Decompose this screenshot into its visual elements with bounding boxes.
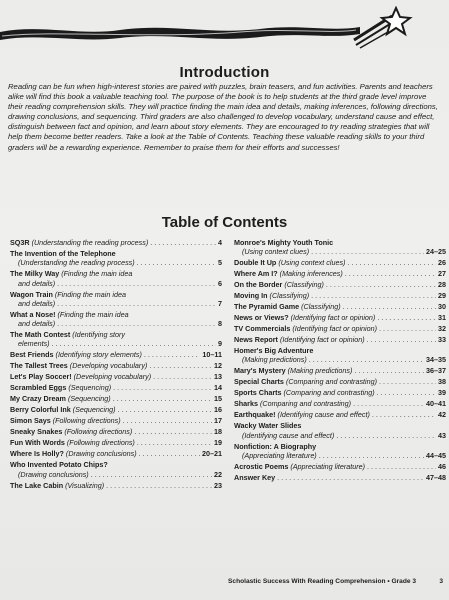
toc-entry <box>234 366 446 375</box>
toc-entry-page: 32 <box>438 324 446 334</box>
toc-entry <box>10 449 222 458</box>
toc-entry-page: 22 <box>214 469 222 479</box>
toc-entry-title: Sharks <box>234 399 258 409</box>
toc-entry-title: Sneaky Snakes <box>10 427 63 437</box>
toc-entry-skill: (Sequencing) <box>72 405 116 415</box>
leader-dots <box>137 258 216 267</box>
toc-entry-page: 34–35 <box>426 355 446 365</box>
toc-entry-page: 19 <box>214 438 222 448</box>
shooting-star-icon <box>354 8 410 48</box>
leader-dots <box>123 416 212 425</box>
toc-entry <box>234 335 446 344</box>
leader-dots <box>106 481 212 490</box>
toc-entry-skill: (Making predictions) <box>242 355 307 365</box>
toc-entry-title: TV Commercials <box>234 324 291 334</box>
toc-entry-skill: elements) <box>18 339 50 349</box>
toc-entry <box>10 238 222 247</box>
toc-entry-title: News or Views? <box>234 313 289 323</box>
toc-entry <box>234 238 446 257</box>
toc-entry <box>234 346 446 365</box>
leader-dots <box>277 473 424 482</box>
toc-entry-skill: (Identifying fact or opinion) <box>292 324 378 334</box>
leader-dots <box>153 372 212 381</box>
toc-entry-page: 47–48 <box>426 472 446 482</box>
toc-entry-page: 40–41 <box>426 399 446 409</box>
toc-entry <box>234 421 446 440</box>
toc-entry-page: 7 <box>218 298 222 308</box>
toc-entry-skill: (Sequencing) <box>67 394 111 404</box>
toc-entry-skill: (Classifying) <box>301 302 341 312</box>
toc-entry-page: 15 <box>214 394 222 404</box>
toc-entry-title: News Report <box>234 335 278 345</box>
toc-entry <box>234 462 446 471</box>
toc-entry-skill: (Visualizing) <box>65 480 105 490</box>
leader-dots <box>326 280 436 289</box>
toc-entry-skill: and details) <box>18 319 56 329</box>
toc-entry <box>234 442 446 461</box>
toc-entry-page: 27 <box>438 269 446 279</box>
toc-entry-skill: (Classifying) <box>284 280 324 290</box>
toc-entry-page: 44–45 <box>426 450 446 460</box>
toc-entry-title: SQ3R <box>10 238 30 247</box>
toc-entry-title: My Crazy Dream <box>10 394 66 404</box>
leader-dots <box>113 394 212 403</box>
toc-entry-skill: (Identifying cause and effect) <box>242 430 335 440</box>
leader-dots <box>137 438 212 447</box>
toc-entry-page: 4 <box>218 238 222 247</box>
toc-entry-page: 24–25 <box>426 247 446 257</box>
leader-dots <box>345 269 436 278</box>
toc-entry <box>10 416 222 425</box>
introduction-heading: Introduction <box>179 64 270 81</box>
toc-entry <box>234 313 446 322</box>
leader-dots <box>336 431 436 440</box>
toc-entry-skill: (Comparing and contrasting) <box>285 377 378 387</box>
toc-entry-page: 38 <box>438 377 446 387</box>
leader-dots <box>367 335 436 344</box>
leader-dots <box>52 339 216 348</box>
toc-entry-skill: (Developing vocabulary) <box>69 361 148 371</box>
leader-dots <box>372 410 436 419</box>
toc-entry <box>234 473 446 482</box>
leader-dots <box>367 462 436 471</box>
toc-entry-title: Berry Colorful Ink <box>10 405 71 415</box>
toc-entry-title: Special Charts <box>234 377 284 387</box>
toc-entry-skill: (Sequencing) <box>68 383 112 393</box>
header-banner <box>0 6 449 58</box>
page-footer <box>228 578 443 585</box>
leader-dots <box>353 399 424 408</box>
toc-entry-title: Who Invented Potato Chips? <box>10 460 108 470</box>
toc-entry-title: Where Is Holly? <box>10 449 64 459</box>
toc-entry-title: Sports Charts <box>234 388 282 398</box>
toc-entry-title: Wacky Water Slides <box>234 421 302 431</box>
toc-entry-page: 13 <box>214 372 222 382</box>
toc-entry-page: 9 <box>218 339 222 349</box>
toc-entry-page: 14 <box>214 383 222 393</box>
toc-entry-skill: (Developing vocabulary) <box>73 372 152 382</box>
toc-entry <box>10 481 222 490</box>
leader-dots <box>379 377 436 386</box>
toc-entry-title: Wagon Train <box>10 289 53 299</box>
toc-entry-skill: (Following directions) <box>52 416 121 426</box>
toc-entry-skill: (Making predictions) <box>287 366 353 376</box>
leader-dots <box>311 291 436 300</box>
toc-entry <box>10 372 222 381</box>
toc-entry-title: Best Friends <box>10 350 54 360</box>
toc-entry <box>234 291 446 300</box>
toc-entry-title: The Milky Way <box>10 269 60 279</box>
toc-entry-skill: (Appreciating literature) <box>290 461 366 471</box>
toc-entry-title: Answer Key <box>234 472 276 482</box>
leader-dots <box>377 313 436 322</box>
toc-entry-skill: (Using context clues) <box>278 258 346 268</box>
leader-dots <box>113 383 212 392</box>
toc-entry <box>234 399 446 408</box>
introduction-text: Reading can be fun when high-interest stories are paired with puzzles, brain teasers, and fun activities. Parents and teachers alike will find this book a valuable teaching tool. The purpose of the book is to help students at the third grade level improve their reading comprehension skills. They will practice finding the main idea and details, making inferences, following directions, drawing conclusions, and sequencing. Third graders are also challenged to develop vocabulary, understand cause and effect, distinguish between fact and opinion, and learn about story elements. They are encouraged to try reading strategies that will help them become better readers. Take a look at the Table of Contents. Teaching these valuable reading skills to your third graders will be a rewarding experience. Remember to praise them for their efforts and successes! <box>8 82 438 152</box>
leader-dots <box>377 388 436 397</box>
toc-entry-skill: (Drawing conclusions) <box>18 469 89 479</box>
toc-entry-page: 23 <box>214 480 222 490</box>
toc-entry-page: 5 <box>218 258 222 268</box>
toc-entry <box>10 383 222 392</box>
toc-entry-title: The Pyramid Game <box>234 302 300 312</box>
leader-dots <box>347 258 436 267</box>
toc-entry <box>10 394 222 403</box>
book-title: Scholastic Success With Reading Comprehension • Grade 3 <box>228 578 417 585</box>
toc-entry <box>234 324 446 333</box>
toc-entry-skill: (Drawing conclusions) <box>65 449 137 459</box>
toc-entry-title: Nonfiction: A Biography <box>234 441 317 451</box>
leader-dots <box>117 405 212 414</box>
toc-entry-skill: (Identifying story elements) <box>55 350 142 360</box>
toc-entry <box>234 269 446 278</box>
toc-entry-page: 46 <box>438 461 446 471</box>
toc-entry-title: Scrambled Eggs <box>10 383 67 393</box>
toc-entry-title: Simon Says <box>10 416 51 426</box>
toc-entry-title: On the Border <box>234 280 283 290</box>
leader-dots <box>139 449 200 458</box>
toc-entry <box>10 249 222 268</box>
toc-entry-title: The Tallest Trees <box>10 361 68 371</box>
leader-dots <box>379 324 436 333</box>
toc-entry-skill: (Appreciating literature) <box>242 450 317 460</box>
toc-entry-page: 16 <box>214 405 222 415</box>
leader-dots <box>309 355 424 364</box>
leader-dots <box>57 279 216 288</box>
toc-entry-page: 20–21 <box>202 449 222 459</box>
toc-entry-skill: and details) <box>18 298 56 308</box>
toc-entry-title: Moving In <box>234 291 268 301</box>
toc-entry <box>10 405 222 414</box>
toc-entry <box>234 258 446 267</box>
toc-entry-skill: (Classifying) <box>269 291 310 301</box>
toc-entry <box>10 310 222 329</box>
toc-entry <box>234 377 446 386</box>
leader-dots <box>57 319 216 328</box>
toc-entry <box>234 410 446 419</box>
toc-entry <box>10 427 222 436</box>
toc-entry-title: The Math Contest <box>10 330 71 340</box>
toc-entry-skill: (Using context clues) <box>242 247 310 257</box>
toc-entry-skill: (Identifying fact or opinion) <box>290 313 376 323</box>
toc-entry <box>10 438 222 447</box>
toc-entry-skill: (Identifying cause and effect) <box>277 410 370 420</box>
toc-left-column <box>10 238 222 492</box>
toc-entry-page: 6 <box>218 278 222 288</box>
leader-dots <box>149 361 212 370</box>
toc-entry-title: Double It Up <box>234 258 277 268</box>
toc-entry-page: 39 <box>438 388 446 398</box>
table-of-contents-heading: Table of Contents <box>161 214 288 231</box>
toc-entry-skill: (Following directions) <box>64 427 133 437</box>
toc-entry-page: 33 <box>438 335 446 345</box>
toc-entry <box>10 350 222 359</box>
leader-dots <box>319 451 424 460</box>
toc-entry-title: Earthquake! <box>234 410 276 420</box>
toc-entry-skill: (Making inferences) <box>279 269 343 279</box>
toc-entry-skill: and details) <box>18 278 56 288</box>
toc-entry-title: The Invention of the Telephone <box>10 248 116 258</box>
toc-entry <box>10 361 222 370</box>
toc-entry-title: Acrostic Poems <box>234 461 289 471</box>
toc-entry <box>234 302 446 311</box>
toc-entry-title: Where Am I? <box>234 269 278 279</box>
toc-entry-page: 36–37 <box>426 366 446 376</box>
leader-dots <box>354 366 424 375</box>
toc-entry <box>234 280 446 289</box>
leader-dots <box>150 238 216 247</box>
leader-dots <box>311 247 424 256</box>
toc-entry <box>10 269 222 288</box>
toc-entry <box>234 388 446 397</box>
toc-entry-page: 18 <box>214 427 222 437</box>
toc-entry-title: The Lake Cabin <box>10 480 64 490</box>
leader-dots <box>57 299 216 308</box>
toc-entry-skill: (Finding the main idea <box>54 289 126 299</box>
toc-entry <box>10 330 222 349</box>
toc-entry-skill: (Comparing and contrasting) <box>283 388 375 398</box>
toc-entry <box>10 290 222 309</box>
toc-entry-page: 8 <box>218 319 222 329</box>
toc-entry-page: 29 <box>438 291 446 301</box>
leader-dots <box>144 350 201 359</box>
toc-entry-title: Mary's Mystery <box>234 366 286 376</box>
toc-entry-title: Monroe's Mighty Youth Tonic <box>234 238 334 247</box>
toc-entry-page: 12 <box>214 361 222 371</box>
toc-entry <box>10 460 222 479</box>
toc-right-column <box>234 238 446 484</box>
toc-entry-skill: (Understanding the reading process) <box>18 258 135 268</box>
toc-entry-title: Let's Play Soccer! <box>10 372 72 382</box>
leader-dots <box>91 470 212 479</box>
toc-entry-skill: (Comparing and contrasting) <box>259 399 352 409</box>
toc-entry-page: 17 <box>214 416 222 426</box>
toc-entry-title: Homer's Big Adventure <box>234 346 314 356</box>
toc-entry-page: 10–11 <box>202 350 222 360</box>
toc-entry-skill: (Identifying story <box>72 330 126 340</box>
toc-entry-page: 28 <box>438 280 446 290</box>
toc-entry-skill: (Understanding the reading process) <box>31 238 149 247</box>
leader-dots <box>134 427 212 436</box>
toc-entry-title: Fun With Words <box>10 438 65 448</box>
toc-entry-page: 30 <box>438 302 446 312</box>
toc-entry-page: 42 <box>438 410 446 420</box>
toc-entry-skill: (Finding the main idea <box>57 309 129 319</box>
leader-dots <box>343 302 436 311</box>
toc-entry-page: 31 <box>438 313 446 323</box>
toc-entry-skill: (Following directions) <box>66 438 135 448</box>
toc-entry-skill: (Finding the main idea <box>61 269 133 279</box>
toc-entry-page: 43 <box>438 430 446 440</box>
toc-entry-page: 26 <box>438 258 446 268</box>
page-number: 3 <box>439 578 443 585</box>
toc-entry-title: What a Nose! <box>10 309 56 319</box>
toc-entry-skill: (Identifying fact or opinion) <box>279 335 365 345</box>
